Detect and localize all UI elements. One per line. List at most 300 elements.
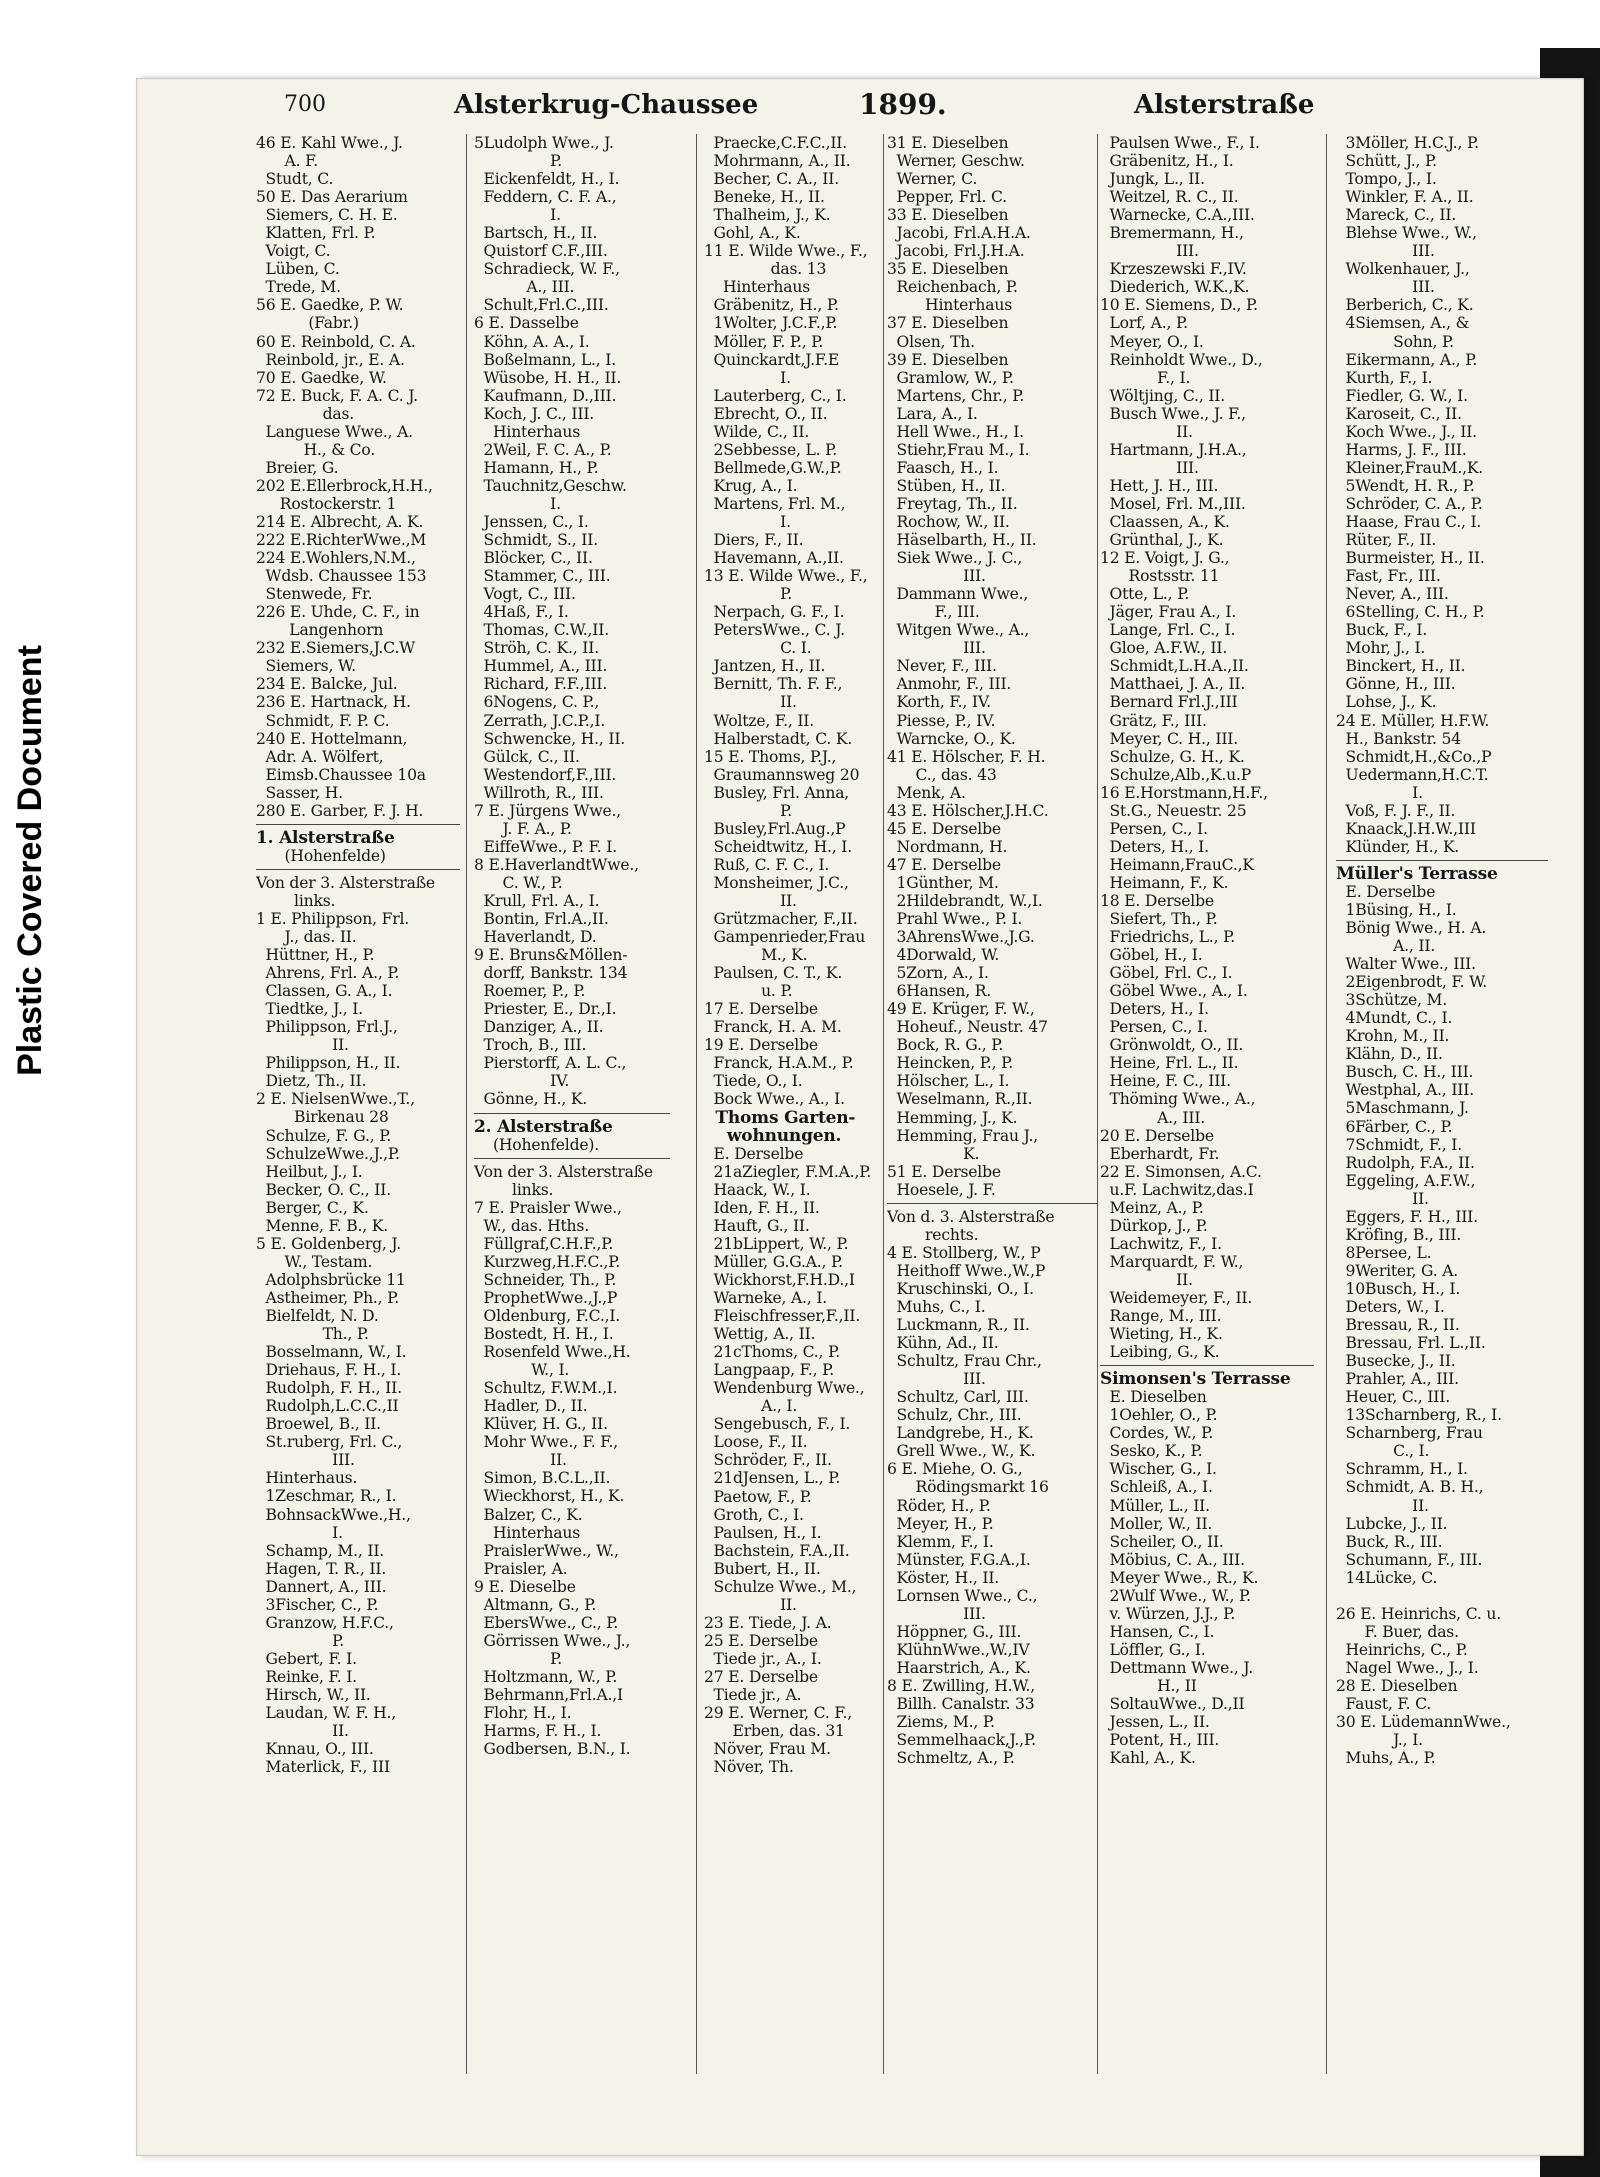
directory-entry: Müller, L., II. xyxy=(1100,1496,1210,1515)
directory-entry: EiffeWwe., P. F. I. xyxy=(474,837,617,856)
directory-entry: 5Maschmann, J. xyxy=(1336,1099,1469,1118)
directory-entry: Lorf, A., P. xyxy=(1100,314,1188,333)
directory-entry: Siek Wwe., J. C., xyxy=(887,549,1023,568)
directory-entry: Wdsb. Chaussee 153 xyxy=(256,567,427,586)
directory-entry: Müller, G.G.A., P. xyxy=(704,1252,843,1271)
directory-entry: Gebert, F. I. xyxy=(256,1649,357,1668)
directory-entry: Semmelhaack,J.,P. xyxy=(887,1731,1036,1750)
directory-entry: Hett, J. H., III. xyxy=(1100,476,1219,495)
directory-entry: 214 E. Albrecht, A. K. xyxy=(256,512,424,531)
directory-entry: 4 E. Stollberg, W., P xyxy=(887,1243,1041,1262)
directory-entry: Ebrecht, O., II. xyxy=(704,404,828,423)
directory-entry: Gönne, H., III. xyxy=(1336,675,1456,694)
directory-entry: Faust, F. C. xyxy=(1336,1695,1432,1714)
directory-entry: Zerrath, J.C.P.,I. xyxy=(474,711,606,730)
directory-entry: links. xyxy=(256,891,336,910)
directory-entry: Wendenburg Wwe., xyxy=(704,1379,865,1398)
directory-entry: das. 13 xyxy=(704,260,827,279)
directory-entry: Hoheuf., Neustr. 47 xyxy=(887,1018,1048,1037)
directory-entry: dorff, Bankstr. 134 xyxy=(474,964,628,983)
directory-entry: Dettmann Wwe., J. xyxy=(1100,1658,1253,1677)
directory-entry: Hamann, H., P. xyxy=(474,458,599,477)
column-divider xyxy=(1097,134,1098,2074)
directory-entry: Kleiner,FrauM.,K. xyxy=(1336,458,1484,477)
year-title: 1899. xyxy=(859,88,947,121)
directory-entry: Meyer, O., I. xyxy=(1100,332,1204,351)
directory-entry: Paetow, F., P. xyxy=(704,1487,812,1506)
directory-entry: 2Hildebrandt, W.,I. xyxy=(887,891,1043,910)
directory-entry: 4Siemsen, A., & xyxy=(1336,314,1470,333)
directory-entry: Sohn, P. xyxy=(1336,332,1454,351)
directory-entry: 46 E. Kahl Wwe., J. xyxy=(256,134,403,152)
directory-entry: 35 E. Dieselben xyxy=(887,260,1009,279)
directory-entry: Danziger, A., II. xyxy=(474,1018,604,1037)
directory-entry: 5Wendt, H. R., P. xyxy=(1336,476,1475,495)
directory-entry: Halberstadt, C. K. xyxy=(704,729,853,748)
directory-entry: Jantzen, H., II. xyxy=(704,657,826,676)
directory-entry: Hinterhaus xyxy=(704,278,810,297)
directory-entry: A., III. xyxy=(1100,1108,1206,1127)
directory-entry: Harms, F. H., I. xyxy=(474,1722,602,1741)
directory-entry: Breier, G. xyxy=(256,458,339,477)
directory-entry: 70 E. Gaedke, W. xyxy=(256,368,387,387)
directory-entry: das. xyxy=(256,404,355,423)
directory-entry: Haack, W., I. xyxy=(704,1180,811,1199)
directory-entry: Busley, Frl. Anna, xyxy=(704,783,850,802)
directory-entry: 24 E. Müller, H.F.W. xyxy=(1336,711,1490,730)
directory-entry: 2Eigenbrodt, F. W. xyxy=(1336,973,1488,992)
directory-entry: Bock, R. G., P. xyxy=(887,1036,1004,1055)
directory-entry: Wieckhorst, H., K. xyxy=(474,1487,625,1506)
directory-entry: Wolkenhauer, J., xyxy=(1336,260,1470,279)
directory-entry: II. xyxy=(704,891,797,910)
directory-entry: H., Bankstr. 54 xyxy=(1336,729,1461,748)
directory-entry: Jäger, Frau A., I. xyxy=(1100,603,1237,622)
directory-entry: 1Wolter, J.C.F.,P. xyxy=(704,314,838,333)
directory-entry: Dietz, Th., II. xyxy=(256,1072,367,1091)
directory-entry: Claassen, A., K. xyxy=(1100,512,1230,531)
directory-entry: 56 E. Gaedke, P. W. xyxy=(256,296,404,315)
directory-entry: Lüben, C. xyxy=(256,260,340,279)
directory-entry: 14Lücke, C. xyxy=(1336,1568,1438,1587)
directory-entry: Klemm, F., I. xyxy=(887,1532,994,1551)
directory-entry: Eikermann, A., P. xyxy=(1336,350,1478,369)
directory-entry: Klüver, H. G., II. xyxy=(474,1415,608,1434)
section-rule xyxy=(474,1154,670,1163)
section-rule xyxy=(1100,1361,1314,1370)
directory-entry: Werner, Geschw. xyxy=(887,152,1025,171)
directory-entry: P. xyxy=(256,1631,344,1650)
directory-entry: 11 E. Wilde Wwe., F., xyxy=(704,242,868,261)
directory-entry: Heine, F. C., III. xyxy=(1100,1072,1231,1091)
directory-entry: Schmidt, S., II. xyxy=(474,531,598,550)
directory-entry: Friedrichs, L., P. xyxy=(1100,928,1236,947)
directory-entry: Martens, Chr., P. xyxy=(887,386,1025,405)
directory-entry: Lara, A., I. xyxy=(887,404,978,423)
directory-entry: 21aZiegler, F.M.A.,P. xyxy=(704,1162,872,1181)
directory-entry: III. xyxy=(1336,278,1435,297)
directory-entry: Rostsstr. 11 xyxy=(1100,567,1220,586)
directory-entry: Loose, F., II. xyxy=(704,1433,808,1452)
directory-entry: 43 E. Hölscher,J.H.C. xyxy=(887,801,1049,820)
directory-entry: Wickhorst,F.H.D.,I xyxy=(704,1270,855,1289)
directory-entry: Fiedler, G. W., I. xyxy=(1336,386,1468,405)
directory-entry: Langenhorn xyxy=(256,621,384,640)
directory-entry: Roemer, P., P. xyxy=(474,982,586,1001)
directory-entry: 18 E. Derselbe xyxy=(1100,891,1214,910)
directory-entry: Willroth, R., III. xyxy=(474,783,604,802)
directory-entry: 27 E. Derselbe xyxy=(704,1667,818,1686)
directory-entry: II. xyxy=(704,1595,797,1614)
directory-entry: Trede, M. xyxy=(256,278,341,297)
directory-entry: Busley,Frl.Aug.,P xyxy=(704,819,846,838)
directory-entry: Schult,Frl.C.,III. xyxy=(474,296,609,315)
directory-entry: Anmohr, F., III. xyxy=(887,675,1012,694)
directory-entry: Troch, B., III. xyxy=(474,1036,587,1055)
directory-entry: 25 E. Derselbe xyxy=(704,1631,818,1650)
directory-entry: P. xyxy=(704,801,792,820)
directory-entry: 240 E. Hottelmann, xyxy=(256,729,408,748)
directory-entry: C. I. xyxy=(704,639,812,658)
directory-entry: Leibing, G., K. xyxy=(1100,1343,1220,1362)
directory-entry: Warneke, A., I. xyxy=(704,1289,828,1307)
directory-entry: Jacobi, Frl.J.H.A. xyxy=(887,242,1025,261)
directory-entry: Tiede jr., A., I. xyxy=(704,1649,822,1668)
directory-entry: 10Busch, H., I. xyxy=(1336,1279,1461,1298)
directory-entry: Köster, H., II. xyxy=(887,1568,1000,1587)
directory-entry: Classen, G. A., I. xyxy=(256,982,393,1001)
column-divider xyxy=(696,134,697,2074)
directory-entry: Faasch, H., I. xyxy=(887,458,999,477)
directory-entry: 60 E. Reinbold, C. A. xyxy=(256,332,416,351)
directory-entry: Schmidt, F. P. C. xyxy=(256,711,390,730)
directory-entry: 30 E. LüdemannWwe., xyxy=(1336,1713,1511,1732)
directory-entry: Nagel Wwe., J., I. xyxy=(1336,1658,1479,1677)
directory-entry: Reinbold, jr., E. A. xyxy=(256,350,405,369)
left-running-title: Alsterkrug-Chaussee xyxy=(454,90,759,120)
directory-entry: Rudolph,L.C.C.,II xyxy=(256,1397,399,1416)
directory-entry: Altmann, G., P. xyxy=(474,1595,597,1614)
directory-entry: Eickenfeldt, H., I. xyxy=(474,170,620,189)
directory-entry: Schröder, C. A., P. xyxy=(1336,494,1483,513)
directory-entry: St.ruberg, Frl. C., xyxy=(256,1433,403,1452)
directory-entry: Bachstein, F.A.,II. xyxy=(704,1541,850,1560)
directory-entry: Klähn, D., II. xyxy=(1336,1045,1443,1064)
directory-entry: Hauft, G., II. xyxy=(704,1216,810,1235)
directory-entry: Schröder, F., II. xyxy=(704,1451,832,1470)
directory-entry: Von der 3. Alsterstraße xyxy=(474,1162,653,1181)
directory-entry: J. F. A., P. xyxy=(474,819,572,838)
directory-entry: Buck, R., III. xyxy=(1336,1532,1443,1551)
directory-entry: 5Ludolph Wwe., J. xyxy=(474,134,614,152)
directory-entry: SoltauWwe., D.,II xyxy=(1100,1695,1245,1714)
directory-entry: Muhs, C., I. xyxy=(887,1298,986,1316)
directory-entry: Martens, Frl. M., xyxy=(704,494,846,513)
directory-entry: Witgen Wwe., A., xyxy=(887,621,1030,640)
directory-entry: III. xyxy=(887,567,986,586)
directory-entry: 41 E. Hölscher, F. H. xyxy=(887,747,1046,766)
directory-entry: Havemann, A.,II. xyxy=(704,549,844,568)
directory-entry: 6 E. Dasselbe xyxy=(474,314,579,333)
directory-entry: Göbel, H., I. xyxy=(1100,946,1203,965)
directory-entry: Hinterhaus xyxy=(887,296,1013,315)
directory-entry: Gräbenitz, H., P. xyxy=(704,296,839,315)
directory-entry: Dammann Wwe., xyxy=(887,585,1029,604)
directory-entry: Driehaus, F. H., I. xyxy=(256,1361,402,1380)
directory-entry: 5Zorn, A., I. xyxy=(887,964,989,983)
directory-entry: v. Würzen, J.J., P. xyxy=(1100,1604,1236,1623)
directory-entry: Hummel, A., III. xyxy=(474,657,608,676)
directory-entry: Philippson, H., II. xyxy=(256,1054,401,1073)
section-rule xyxy=(887,1199,1097,1208)
directory-entry: C., das. 43 xyxy=(887,765,997,784)
directory-entry: Prahl Wwe., P. I. xyxy=(887,910,1023,929)
directory-entry: Höppner, G., III. xyxy=(887,1622,1022,1641)
directory-entry: Haase, Frau C., I. xyxy=(1336,512,1482,531)
directory-entry: Tiede jr., A. xyxy=(704,1686,802,1705)
directory-entry: Hansen, C., I. xyxy=(1100,1622,1215,1641)
directory-entry: Walter Wwe., III. xyxy=(1336,955,1476,974)
directory-entry: Koch, J. C., III. xyxy=(474,404,595,423)
directory-entry: 7Schmidt, F., I. xyxy=(1336,1135,1463,1154)
directory-entry: 19 E. Derselbe xyxy=(704,1036,818,1055)
directory-entry: Korth, F., IV. xyxy=(887,693,991,712)
section-heading: wohnungen. xyxy=(704,1126,842,1145)
directory-entry: Schmeltz, A., P. xyxy=(887,1749,1015,1768)
directory-entry: 2Weil, F. C. A., P. xyxy=(474,440,612,459)
directory-entry: Mohr, J., I. xyxy=(1336,639,1426,658)
directory-entry: 6Färber, C., P. xyxy=(1336,1117,1453,1136)
directory-entry: 8Persee, L. xyxy=(1336,1243,1432,1262)
directory-entry: Harms, J. F., III. xyxy=(1336,440,1467,459)
directory-entry: III. xyxy=(1100,458,1199,477)
directory-entry: Bressau, Frl. L.,II. xyxy=(1336,1334,1486,1353)
directory-entry: rechts. xyxy=(887,1225,979,1244)
directory-entry: Bielfeldt, N. D. xyxy=(256,1307,379,1325)
directory-entry: Dürkop, J., P. xyxy=(1100,1216,1208,1235)
directory-entry: I. xyxy=(474,206,561,225)
directory-entry: Hirsch, W., II. xyxy=(256,1685,371,1704)
directory-entry: Adolphsbrücke 11 xyxy=(256,1270,406,1289)
directory-entry: III. xyxy=(887,1604,986,1623)
directory-entry: Lachwitz, F., I. xyxy=(1100,1234,1222,1253)
directory-entry: IV. xyxy=(474,1072,570,1091)
directory-entry: W., das. Hths. xyxy=(474,1216,589,1235)
side-label xyxy=(0,560,60,1160)
directory-entry: 3AhrensWwe.,J.G. xyxy=(887,928,1035,947)
directory-entry: (Fabr.) xyxy=(256,314,359,333)
directory-entry: KlühnWwe.,W.,IV xyxy=(887,1640,1030,1659)
directory-entry: Becher, C. A., II. xyxy=(704,170,839,189)
directory-entry: Krug, A., I. xyxy=(704,476,798,495)
directory-entry: 2 E. NielsenWwe.,T., xyxy=(256,1090,415,1109)
directory-entry: E. Derselbe xyxy=(1336,882,1436,901)
directory-entry: Godbersen, B.N., I. xyxy=(474,1740,631,1759)
directory-entry: Kruschinski, O., I. xyxy=(887,1279,1034,1298)
directory-entry: BohnsackWwe.,H., xyxy=(256,1505,411,1524)
directory-entry: Krzeszewski F.,IV. xyxy=(1100,260,1247,279)
directory-entry: Adr. A. Wölfert, xyxy=(256,747,384,766)
directory-entry xyxy=(1336,1587,1548,1605)
directory-entry: Weidemeyer, F., II. xyxy=(1100,1289,1253,1307)
directory-entry: Scheidtwitz, H., I. xyxy=(704,837,852,856)
directory-entry: C. W., P. xyxy=(474,873,563,892)
directory-entry: Feddern, C. F. A., xyxy=(474,188,617,207)
directory-entry: Nerpach, G. F., I. xyxy=(704,603,845,622)
directory-entry: Gampenrieder,Frau xyxy=(704,928,866,947)
directory-entry: Warnecke, C.A.,III. xyxy=(1100,206,1255,225)
directory-entry: I. xyxy=(704,512,791,531)
directory-entry: Hartmann, J.H.A., xyxy=(1100,440,1247,459)
directory-entry: Hölscher, L., I. xyxy=(887,1072,1010,1091)
directory-entry: (Hohenfelde) xyxy=(256,846,386,865)
directory-entry: 4Dorwald, W. xyxy=(887,946,1000,965)
directory-entry: Reinke, F. I. xyxy=(256,1667,357,1686)
directory-entry: Wettig, A., II. xyxy=(704,1325,816,1344)
section-heading: Müller's Terrasse xyxy=(1336,864,1498,883)
directory-entry: III. xyxy=(1336,242,1435,261)
directory-entry: A., I. xyxy=(704,1397,798,1416)
directory-entry: Knaack,J.H.W.,III xyxy=(1336,819,1476,838)
directory-entry: Hinterhaus. xyxy=(256,1469,358,1488)
directory-entry: Kahl, A., K. xyxy=(1100,1749,1196,1768)
directory-entry: Bosselmann, W., I. xyxy=(256,1343,407,1362)
directory-entry: Kurth, F., I. xyxy=(1336,368,1433,387)
directory-entry: F., I. xyxy=(1100,368,1191,387)
directory-entry: links. xyxy=(474,1180,554,1199)
directory-entry: Flohr, H., I. xyxy=(474,1704,572,1723)
directory-entry: Blöcker, C., II. xyxy=(474,549,593,568)
directory-entry: Vogt, C., III. xyxy=(474,585,576,604)
directory-entry: II. xyxy=(1336,1189,1429,1208)
directory-entry: Von der 3. Alsterstraße xyxy=(256,873,435,892)
directory-entry: 222 E.RichterWwe.,M xyxy=(256,531,427,550)
directory-entry: Behrmann,Frl.A.,I xyxy=(474,1685,623,1704)
directory-entry: 26 E. Heinrichs, C. u. xyxy=(1336,1604,1501,1623)
directory-entry: 9 E. Dieselbe xyxy=(474,1577,576,1596)
directory-entry: 21bLippert, W., P. xyxy=(704,1234,849,1253)
directory-entry: Wüsobe, H. H., II. xyxy=(474,368,622,387)
directory-entry: 9Weriter, G. A. xyxy=(1336,1261,1459,1280)
directory-entry: F., III. xyxy=(887,603,980,622)
directory-entry: Praisler, A. xyxy=(474,1559,568,1578)
directory-entry: 236 E. Hartnack, H. xyxy=(256,693,411,712)
directory-entry: Schulze,Alb.,K.u.P xyxy=(1100,765,1252,784)
directory-entry: Bernard Frl.J.,III xyxy=(1100,693,1238,712)
directory-entry: 33 E. Dieselben xyxy=(887,206,1009,225)
directory-entry: Busecke, J., II. xyxy=(1336,1352,1456,1371)
directory-entry: Busch Wwe., J. F., xyxy=(1100,404,1246,423)
directory-entry: Gülck, C., II. xyxy=(474,747,580,766)
directory-entry: 3Schütze, M. xyxy=(1336,991,1448,1010)
directory-entry: Holtzmann, W., P. xyxy=(474,1667,618,1686)
directory-entry: Lubcke, J., II. xyxy=(1336,1514,1448,1533)
directory-entry: Winkler, F. A., II. xyxy=(1336,188,1474,207)
directory-entry: Kurzweg,H.F.C.,P. xyxy=(474,1252,621,1271)
directory-entry: Freytag, Th., II. xyxy=(887,494,1018,513)
directory-entry: Ströh, C. K., II. xyxy=(474,639,599,658)
column-4 xyxy=(887,134,1097,2074)
directory-entry: 31 E. Dieselben xyxy=(887,134,1009,152)
directory-entry: Buck, F., I. xyxy=(1336,621,1428,640)
directory-entry: 1Büsing, H., I. xyxy=(1336,900,1457,919)
directory-entry: 226 E. Uhde, C. F., in xyxy=(256,603,420,622)
directory-entry: III. xyxy=(887,639,986,658)
directory-entry: Marquardt, F. W., xyxy=(1100,1252,1244,1271)
directory-entry: Mareck, C., II. xyxy=(1336,206,1457,225)
directory-entry: Scheiler, O., II. xyxy=(1100,1532,1224,1551)
directory-entry: Scharnberg, Frau xyxy=(1336,1424,1483,1443)
directory-entry: Luckmann, R., II. xyxy=(887,1316,1030,1335)
directory-entry: Prahler, A., III. xyxy=(1336,1370,1459,1389)
directory-entry: 2Wulf Wwe., W., P. xyxy=(1100,1586,1251,1605)
directory-entry: Philippson, Frl.J., xyxy=(256,1018,398,1037)
directory-entry: Warncke, O., K. xyxy=(887,729,1016,748)
directory-entry: EbersWwe., C., P. xyxy=(474,1613,619,1632)
directory-entry: Heinrichs, C., P. xyxy=(1336,1640,1468,1659)
directory-entry: Bock Wwe., A., I. xyxy=(704,1090,845,1109)
directory-entry: Schneider, Th., P. xyxy=(474,1270,617,1289)
directory-entry: Schradieck, W. F., xyxy=(474,260,620,279)
column-5 xyxy=(1100,134,1314,2074)
directory-entry: Tiede, O., I. xyxy=(704,1072,803,1091)
directory-entry: Becker, O. C., II. xyxy=(256,1180,391,1199)
directory-entry: II. xyxy=(256,1722,349,1741)
directory-entry: I. xyxy=(1336,783,1423,802)
directory-entry: 22 E. Simonsen, A.C. xyxy=(1100,1162,1262,1181)
directory-entry: Nordmann, H. xyxy=(887,837,1008,856)
directory-entry: Bönig Wwe., H. A. xyxy=(1336,919,1487,938)
directory-entry: 6 E. Miehe, O. G., xyxy=(887,1460,1023,1479)
directory-entry: Rostockerstr. 1 xyxy=(256,494,397,513)
directory-entry: Krohn, M., II. xyxy=(1336,1027,1450,1046)
directory-entry: Eggeling, A.F.W., xyxy=(1336,1171,1476,1190)
directory-entry: 3Möller, H.C.J., P. xyxy=(1336,134,1479,152)
directory-entry: 234 E. Balcke, Jul. xyxy=(256,675,398,694)
column-2 xyxy=(474,134,670,2074)
directory-entry: Schleiß, A., I. xyxy=(1100,1478,1213,1497)
directory-entry: PetersWwe., C. J. xyxy=(704,621,845,640)
directory-entry: Schwencke, H., II. xyxy=(474,729,626,748)
directory-entry: Schulze, F. G., P. xyxy=(256,1126,392,1145)
directory-entry: Haarstrich, A., K. xyxy=(887,1658,1031,1677)
directory-entry: Pierstorff, A. L. C., xyxy=(474,1054,627,1073)
directory-entry: Ziems, M., P. xyxy=(887,1713,995,1732)
directory-entry: II. xyxy=(1100,422,1193,441)
directory-entry: 37 E. Dieselben xyxy=(887,314,1009,333)
directory-entry: Häselbarth, H., II. xyxy=(887,531,1037,550)
directory-entry: Praecke,C.F.C.,II. xyxy=(704,134,847,152)
directory-entry: Simon, B.C.L.,II. xyxy=(474,1469,611,1488)
directory-entry: Hadler, D., II. xyxy=(474,1397,588,1416)
directory-entry: Olsen, Th. xyxy=(887,332,975,351)
directory-entry: 10 E. Siemens, D., P. xyxy=(1100,296,1258,315)
directory-entry: E. Derselbe xyxy=(704,1144,804,1163)
directory-entry: Schumann, F., III. xyxy=(1336,1550,1483,1569)
directory-entry: Knnau, O., III. xyxy=(256,1740,374,1759)
directory-entry: Hagen, T. R., II. xyxy=(256,1559,387,1578)
directory-entry: Deters, H., I. xyxy=(1100,837,1209,856)
directory-entry: Bressau, R., II. xyxy=(1336,1316,1460,1335)
directory-entry: SchulzeWwe.,J.,P. xyxy=(256,1144,400,1163)
directory-entry: III. xyxy=(887,1370,986,1389)
directory-entry: Möbius, C. A., III. xyxy=(1100,1550,1245,1569)
directory-entry: Jacobi, Frl.A.H.A. xyxy=(887,224,1031,243)
directory-entry: Range, M., III. xyxy=(1100,1307,1222,1326)
directory-entry: Reichenbach, P. xyxy=(887,278,1018,297)
directory-entry: Rosenfeld Wwe.,H. xyxy=(474,1343,631,1362)
directory-entry: Languese Wwe., A. xyxy=(256,422,413,441)
